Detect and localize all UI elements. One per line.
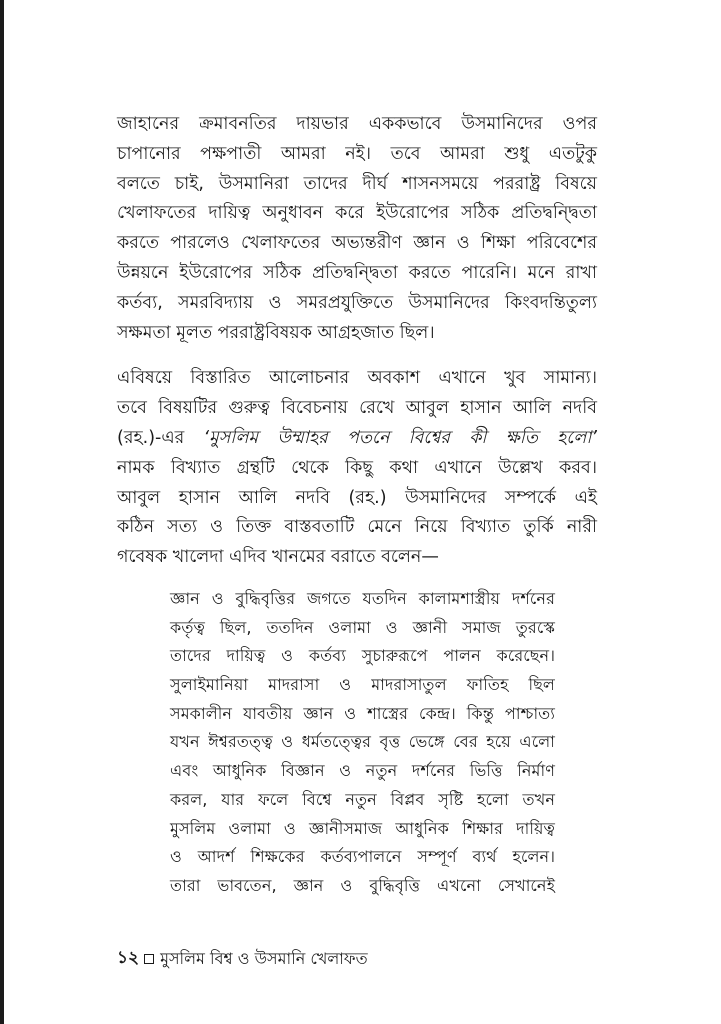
box-icon <box>144 954 154 964</box>
text-line: সক্ষমতা মূলত পররাষ্ট্রবিষয়ক আগ্রহজাত ছিল। <box>117 322 435 343</box>
body-text <box>117 110 597 573</box>
paragraph-gap <box>117 348 597 364</box>
text-line: করতে পারলেও খেলাফতের অভ্যন্তরীণ জ্ঞান ও শিক্ষা পরিবেশের <box>117 233 597 254</box>
text-line: এবিষয়ে বিস্তারিত আলোচনার অবকাশ এখানে খুব সামান্য। <box>117 368 597 389</box>
block-quote <box>170 585 555 901</box>
book-title-italic: ‘মুসলিম উম্মাহর পতনে বিশ্বের কী ক্ষতি হলো’ <box>203 427 597 448</box>
text-line: তবে বিষয়টির গুরুত্ব বিবেচনায় রেখে আবুল হাসান আলি নদবি <box>117 398 597 419</box>
quote-line: সমকালীন যাবতীয় জ্ঞান ও শাস্ত্রের কেন্দ্র। কিন্তু পাশ্চাত্য <box>170 703 555 723</box>
text-line: কঠিন সত্য ও তিক্ত বাস্তবতাটি মেনে নিয়ে বিখ্যাত তুর্কি নারী <box>117 517 597 538</box>
text-line: কর্তব্য, সমরবিদ্যায় ও সমরপ্রযুক্তিতে উসমানিদের কিংবদন্তিতুল্য <box>117 292 597 313</box>
text-line: বলতে চাই, উসমানিরা তাদের দীর্ঘ শাসনসময়ে পররাষ্ট্র বিষয়ে <box>117 173 597 194</box>
paragraph-2 <box>117 364 597 573</box>
quote-line: যখন ঈশ্বরতত্ত্ব ও ধর্মতত্ত্বের বৃত্ত ভেঙ্গে বের হয়ে এলো <box>170 732 555 752</box>
page-edge-shadow <box>0 0 4 1024</box>
quote-line: তারা ভাবতেন, জ্ঞান ও বুদ্ধিবৃত্তি এখনো সেখানেই <box>170 875 555 895</box>
text-line: নামক বিখ্যাত গ্রন্থটি থেকে কিছু কথা এখানে উল্লেখ করব। <box>117 457 597 478</box>
paragraph-1 <box>117 110 597 348</box>
quote-line: এবং আধুনিক বিজ্ঞান ও নতুন দর্শনের ভিত্তি নির্মাণ <box>170 761 555 781</box>
text-line: জাহানের ক্রমাবনতির দায়ভার এককভাবে উসমানিদের ওপর <box>117 114 597 134</box>
quote-line: জ্ঞান ও বুদ্ধিবৃত্তির জগতে যতদিন কালামশাস্ত্রীয় দর্শনের <box>170 589 555 608</box>
text-line: উন্নয়নে ইউরোপের সঠিক প্রতিদ্বন্দ্বিতা করতে পারেনি। মনে রাখা <box>117 262 597 283</box>
quote-line: মুসলিম ওলামা ও জ্ঞানীসমাজ আধুনিক শিক্ষার দায়িত্ব <box>170 818 555 838</box>
text-line: আবুল হাসান আলি নদবি (রহ.) উসমানিদের সম্পর্কে এই <box>117 487 597 508</box>
quote-line: সুলাইমানিয়া মাদরাসা ও মাদরাসাতুল ফাতিহ ছিল <box>170 675 555 695</box>
text-line: গবেষক খালেদা এদিব খানমের বরাতে বলেন— <box>117 547 439 568</box>
page-number: ১২ <box>117 948 140 968</box>
text-line: চাপানোর পক্ষপাতী আমরা নই। তবে আমরা শুধু এতটুকু <box>117 143 597 164</box>
quote-line: তাদের দায়িত্ব ও কর্তব্য সুচারুরূপে পালন করেছেন। <box>170 646 555 666</box>
text-line-with-title <box>117 424 597 454</box>
page-footer <box>117 945 368 973</box>
running-book-title: মুসলিম বিশ্ব ও উসমানি খেলাফত <box>160 948 368 968</box>
text-line: খেলাফতের দায়িত্ব অনুধাবন করে ইউরোপের সঠিক প্রতিদ্বন্দ্বিতা <box>117 203 597 224</box>
text-prefix: (রহ.)-এর <box>117 427 204 448</box>
quote-line: কর্তৃত্ব ছিল, ততদিন ওলামা ও জ্ঞানী সমাজ তুরস্কে <box>170 617 555 637</box>
quote-line: ও আদর্শ শিক্ষকের কর্তব্যপালনে সম্পূর্ণ ব্যর্থ হলেন। <box>170 847 555 867</box>
quote-line: করল, যার ফলে বিশ্বে নতুন বিপ্লব সৃষ্টি হলো তখন <box>170 789 555 809</box>
